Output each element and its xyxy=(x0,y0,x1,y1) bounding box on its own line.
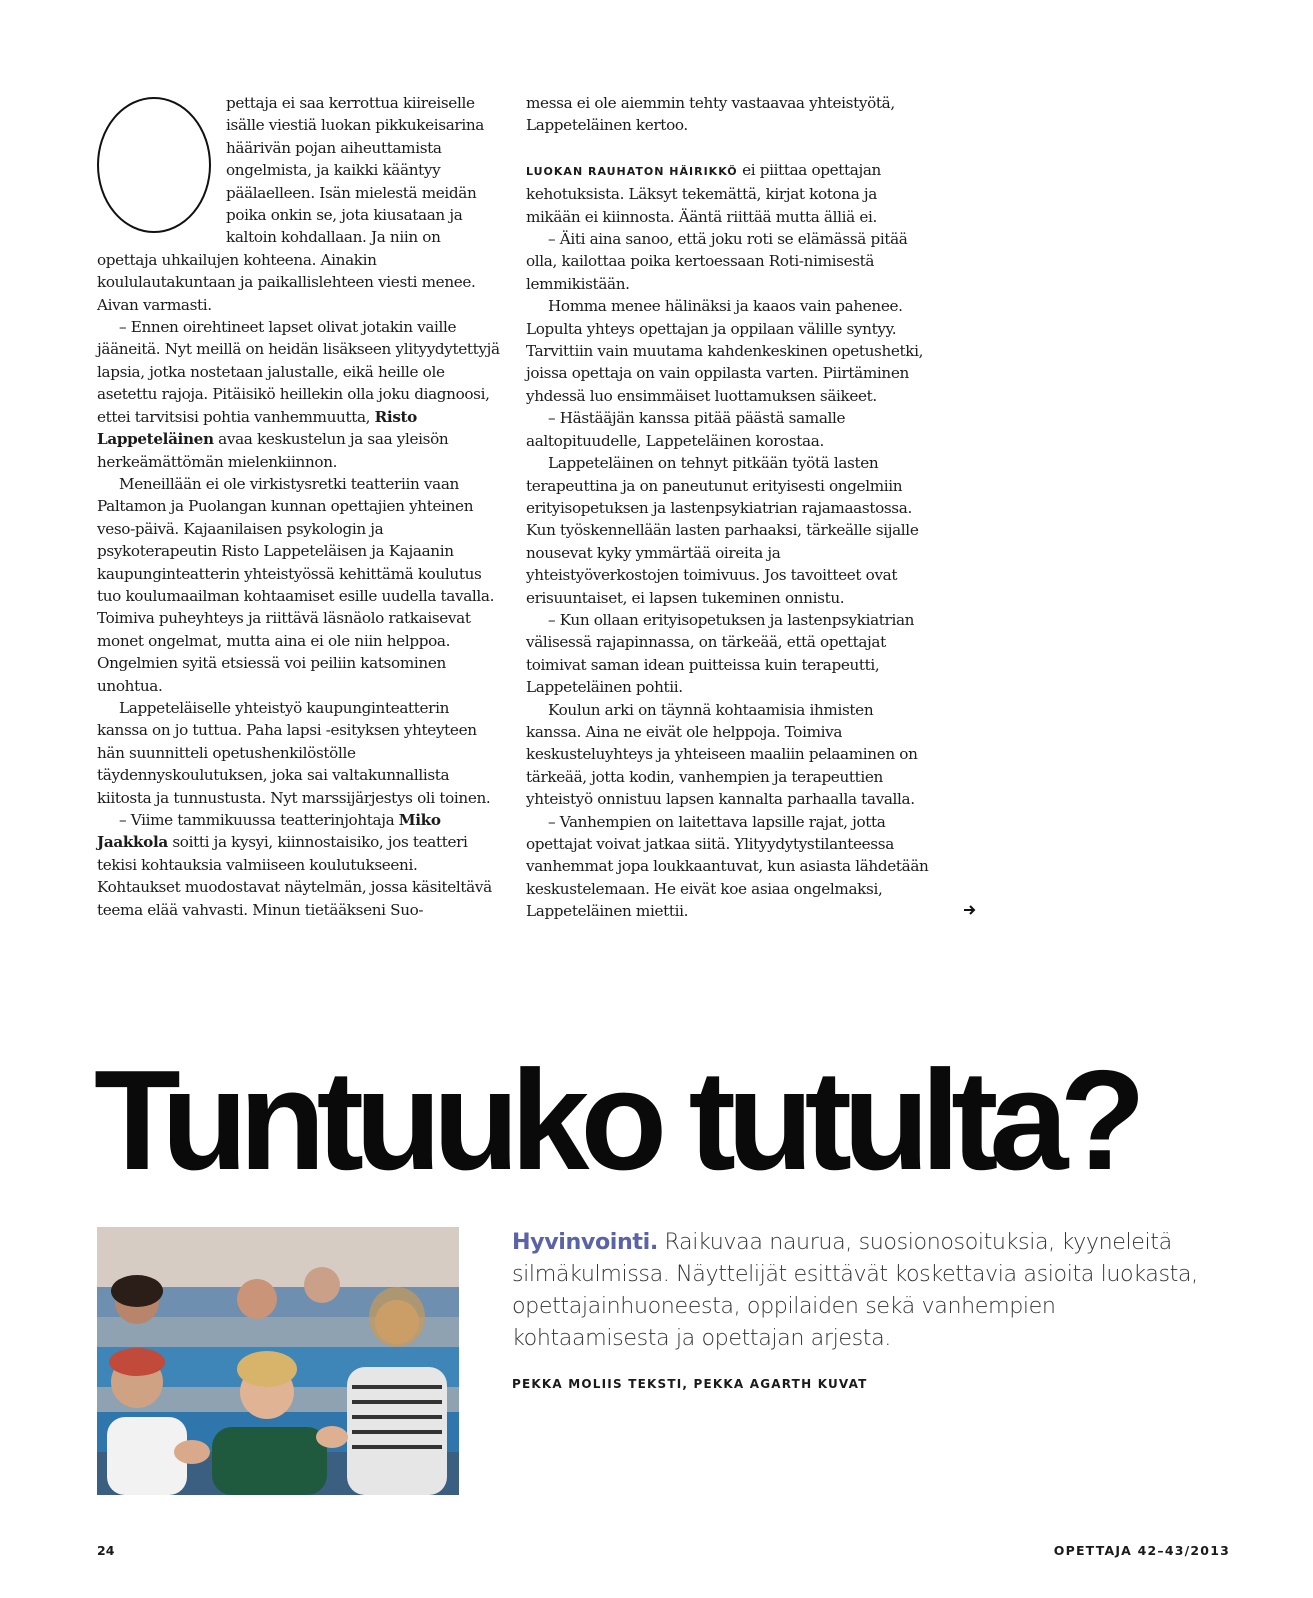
paragraph-continuation: messa ei ole aiemmin tehty vastaavaa yhteistyötä, Lappeteläinen kertoo. xyxy=(526,94,895,135)
page-number: 24 xyxy=(97,1543,115,1558)
paragraph-wavelength: – Hästääjän kanssa pitää päästä samalle aaltopituudelle, Lappeteläinen korostaa. xyxy=(526,409,846,450)
paragraph-veso: Meneillään ei ole virkistysretki teatteriin vaan Paltamon ja Puolangan kunnan opettajien yhteinen veso-päivä. Kajaanilaisen psykologin ja psykoterapeutin Risto Lappeteläisen ja Kajaanin kaupunginteatterin yhteistyössä kehittämä koulutus tuo koulumaailman kohtaamiset esille uudella tavalla. Toimiva puheyhteys ja riittävä läsnäolo ratkaisevat monet ongelmat, mutta aina ei ole niin helppoa. Ongelmien syitä etsiessä voi peiliin katsominen unohtua. xyxy=(97,474,495,695)
article-left-column xyxy=(97,92,502,921)
paragraph-quote-1: – Ennen oirehtineet lapset olivat jotakin vaille jääneitä. Nyt meillä on heidän lisäkseen ylityydytettyjä lapsia, jotka nostetaan jalustalle, eikä heille ole asetettu rajoja. Pitäisikö heillekin olla joku diagnoosi, ettei tarvitsisi pohtia vanhemmuutta, Risto Lappeteläinen avaa keskustelun ja saa yleisön herkeämättömän mielenkiinnon. xyxy=(97,318,500,471)
paragraph-school-life: Koulun arki on täynnä kohtaamisia ihmisten kanssa. Aina ne eivät ole helppoja. Toimiva keskusteluyhteys ja yhteiseen maaliin pelaaminen on tärkeää, jotta kodin, vanhempien ja terapeuttien yhteistyö onnistuu lapsen kannalta parhaalla tavalla. xyxy=(526,700,918,809)
feature-byline: PEKKA MOLIIS TEKSTI, PEKKA AGARTH KUVAT xyxy=(512,1377,868,1391)
article-middle-column xyxy=(526,92,931,923)
dropcap-o xyxy=(94,95,216,235)
paragraph-therapist: Lappeteläinen on tehnyt pitkään työtä lasten terapeuttina ja on paneutunut erityisesti ongelmiin erityisopetuksen ja lastenpsykiatrian rajamaastossa. Kun työskennellään lasten parhaaksi, tärkeälle sijalle nousevat kyky ymmärtää oireita ja yhteistyöverkostojen toimivuus. Jos tavoitteet ovat erisuuntaiset, ei lapsen tukeminen onnistu. xyxy=(526,454,919,607)
name-risto-lappetelainen: Risto Lappeteläinen xyxy=(97,407,417,449)
feature-lead: Hyvinvointi. Raikuvaa naurua, suosionosoituksia, kyyneleitä silmäkulmissa. Näyttelijät esittävät koskettavia asioita luokasta, opettajainhuoneesta, oppilaiden sekä vanhempien kohtaamisesta ja opettajan arjesta. xyxy=(512,1229,1198,1351)
paragraph-intro: pettaja ei saa kerrottua kiireiselle isälle viestiä luokan pikkukeisarina häärivän pojan aiheuttamista ongelmista, ja kaikki kääntyy päälaelleen. Isän mielestä meidän poika onkin se, jota kiusataan ja kaltoin kohdallaan. Ja niin on opettaja uhkailujen kohteena. Ainakin koululautakuntaan ja paikallislehteen viesti menee. Aivan varmasti. xyxy=(97,94,484,314)
name-miko-jaakkola: Miko Jaakkola xyxy=(97,811,441,852)
paragraph-homma: Homma menee hälinäksi ja kaaos vain pahenee. Lopulta yhteys opettajan ja oppilaan välille syntyy. Tarvittiin vain muutama kahdenkeskinen opetushetki, joissa opettaja on vain oppilasta varten. Piirtäminen yhdessä luo ensimmäiset luottamuksen säikeet. xyxy=(526,297,924,405)
run-in-heading: LUOKAN RAUHATON HÄIRIKKÖ xyxy=(526,164,738,178)
feature-headline: Tuntuuko tutulta? xyxy=(94,1041,1138,1200)
paragraph-cooperation: Lappeteläiselle yhteistyö kaupunginteatterin kanssa on jo tuttua. Paha lapsi -esityksen yhteyteen hän suunnitteli opetushenkilöstölle täydennyskoulutuksen, joka sai valtakunnallista kiitosta ja tunnustusta. Nyt marssijärjestys oli toinen. xyxy=(97,698,491,807)
feature-kicker: Hyvinvointi. xyxy=(512,1229,658,1255)
paragraph-roti: – Äiti aina sanoo, että joku roti se elämässä pitää olla, kailottaa poika kertoessaan Roti-nimisestä lemmikistään. xyxy=(526,230,908,293)
paragraph-subhead: LUOKAN RAUHATON HÄIRIKKÖ ei piittaa opettajan kehotuksista. Läksyt tekemättä, kirjat kotona ja mikään ei kiinnosta. Ääntä riittää mutta älliä ei. xyxy=(526,160,881,226)
paragraph-interface: – Kun ollaan erityisopetuksen ja lastenpsykiatrian välisessä rajapinnassa, on tärkeää, että opettajat toimivat saman idean puitteissa kuin terapeutti, Lappeteläinen pohtii. xyxy=(526,610,915,697)
arrow-right-icon xyxy=(962,902,978,916)
paragraph-quote-2: – Viime tammikuussa teatterinjohtaja Miko Jaakkola soitti ja kysyi, kiinnostaisiko, jos teatteri tekisi kohtauksia valmiiseen koulutukseeni. Kohtaukset muodostavat näytelmän, jossa käsiteltävä teema elää vahvasti. Minun tietääkseni Suo- xyxy=(97,811,492,919)
paragraph-parents: – Vanhempien on laitettava lapsille rajat, jotta opettajat voivat jatkaa siitä. Ylityydytystilanteessa vanhemmat jopa loukkaantuvat, kun asiasta lähdetään keskustelemaan. He eivät koe asiaa ongelmaksi, Lappeteläinen miettii. xyxy=(526,812,929,921)
magazine-issue: OPETTAJA 42–43/2013 xyxy=(1053,1543,1230,1558)
audience-photo xyxy=(97,1227,459,1495)
